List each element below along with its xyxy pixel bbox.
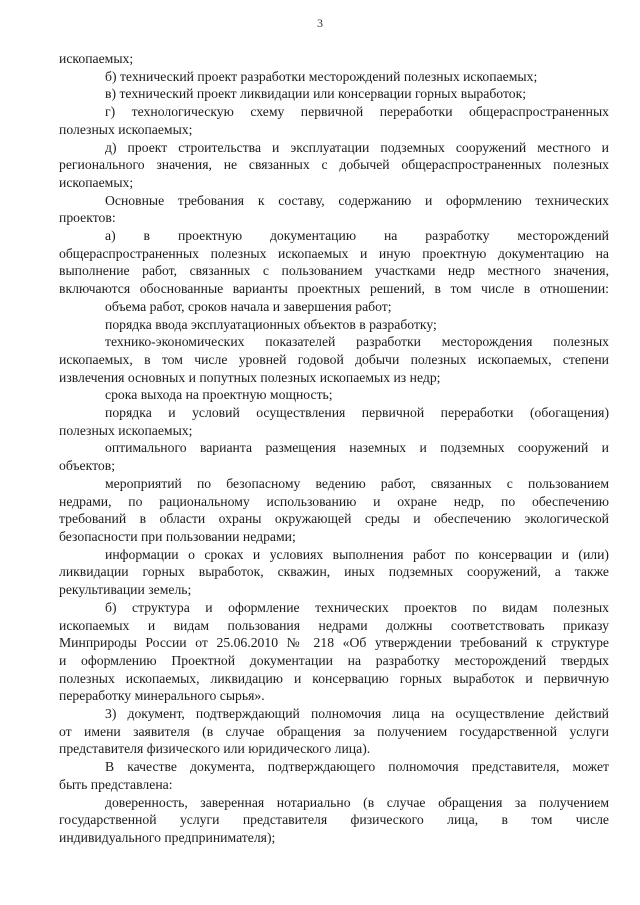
text-line: полезных ископаемых, ликвидацию и консервацию горных выработок и первичную	[59, 670, 609, 686]
text-line: ископаемых, в том числе уровней годовой добычи полезных ископаемых, степени	[59, 351, 609, 367]
text-line: полезных ископаемых;	[59, 121, 193, 137]
text-line: информации о сроках и условиях выполнения работ по консервации и (или)	[105, 546, 609, 562]
text-line: общераспространенных полезных ископаемых и иную проектную документацию на	[59, 245, 609, 261]
text-line: доверенность, заверенная нотариально (в случае обращения за получением	[105, 794, 609, 810]
text-line: срока выхода на проектную мощность;	[105, 387, 333, 403]
text-line: В качестве документа, подтверждающего полномочия представителя, может	[105, 759, 609, 775]
text-line: порядка ввода эксплуатационных объектов в разработку;	[105, 316, 437, 332]
text-line: рекультивации земель;	[59, 582, 192, 598]
text-line: объектов;	[59, 458, 115, 474]
text-line: в) технический проект ликвидации или консервации горных выработок;	[105, 86, 527, 102]
text-line: регионального значения, не связанных с добычей общераспространенных полезных	[59, 157, 609, 173]
text-line: ископаемых;	[59, 174, 134, 190]
text-line: проектов:	[59, 210, 116, 226]
text-line: а) в проектную документацию на разработку месторождений	[105, 228, 609, 244]
text-line: переработку минерального сырья».	[59, 688, 265, 704]
text-line: ликвидации горных выработок, скважин, иных подземных сооружений, а также	[59, 564, 609, 580]
text-line: д) проект строительства и эксплуатации подземных сооружений местного и	[105, 139, 609, 155]
text-line: г) технологическую схему первичной переработки общераспространенных	[105, 104, 609, 120]
text-line: ископаемых и видам пользования недрами должны соответствовать приказу	[59, 617, 609, 633]
text-line: Минприроды России от 25.06.2010 № 218 «Об утверждении требований к структуре	[59, 635, 609, 651]
text-line: государственной услуги представителя физического лица, в том числе	[59, 812, 609, 828]
text-line: индивидуального предпринимателя);	[59, 829, 276, 845]
text-line: порядка и условий осуществления первичной переработки (обогащения)	[105, 405, 609, 421]
text-line: б) структура и оформление технических проектов по видам полезных	[105, 599, 609, 615]
text-line: ископаемых;	[59, 51, 134, 66]
text-line: б) технический проект разработки месторождений полезных ископаемых;	[105, 68, 538, 84]
text-line: представителя физического или юридического лица).	[59, 741, 371, 757]
text-line: выполнение работ, связанных с пользованием участками недр местного значения,	[59, 263, 609, 279]
text-line: требований в области охраны окружающей среды и обеспечению экологической	[59, 511, 609, 527]
text-line: 3) документ, подтверждающий полномочия лица на осуществление действий	[105, 706, 609, 722]
text-line: Основные требования к составу, содержанию и оформлению технических	[105, 192, 609, 208]
text-line: включаются обоснованные варианты проектных решений, в том числе в отношении:	[59, 281, 609, 297]
text-line: недрами, по рациональному использованию и охране недр, по обеспечению	[59, 493, 609, 509]
text-line: оптимального варианта размещения наземных и подземных сооружений и	[105, 440, 609, 456]
text-line: безопасности при пользовании недрами;	[59, 528, 296, 544]
page-number: 3	[317, 16, 323, 30]
text-line: технико-экономических показателей разработки месторождения полезных	[105, 334, 609, 350]
text-line: мероприятий по безопасному ведению работ, связанных с пользованием	[105, 475, 609, 491]
text-line: извлечения основных и попутных полезных ископаемых из недр;	[59, 369, 441, 385]
text-line: полезных ископаемых;	[59, 422, 193, 438]
document-body	[59, 50, 609, 847]
text-line: от имени заявителя (в случае обращения за получением государственной услуги	[59, 723, 609, 739]
text-line: объема работ, сроков начала и завершения работ;	[105, 298, 392, 314]
text-line: быть представлена:	[59, 776, 173, 792]
text-line: и оформлению Проектной документации на разработку месторождений твердых	[59, 652, 609, 668]
